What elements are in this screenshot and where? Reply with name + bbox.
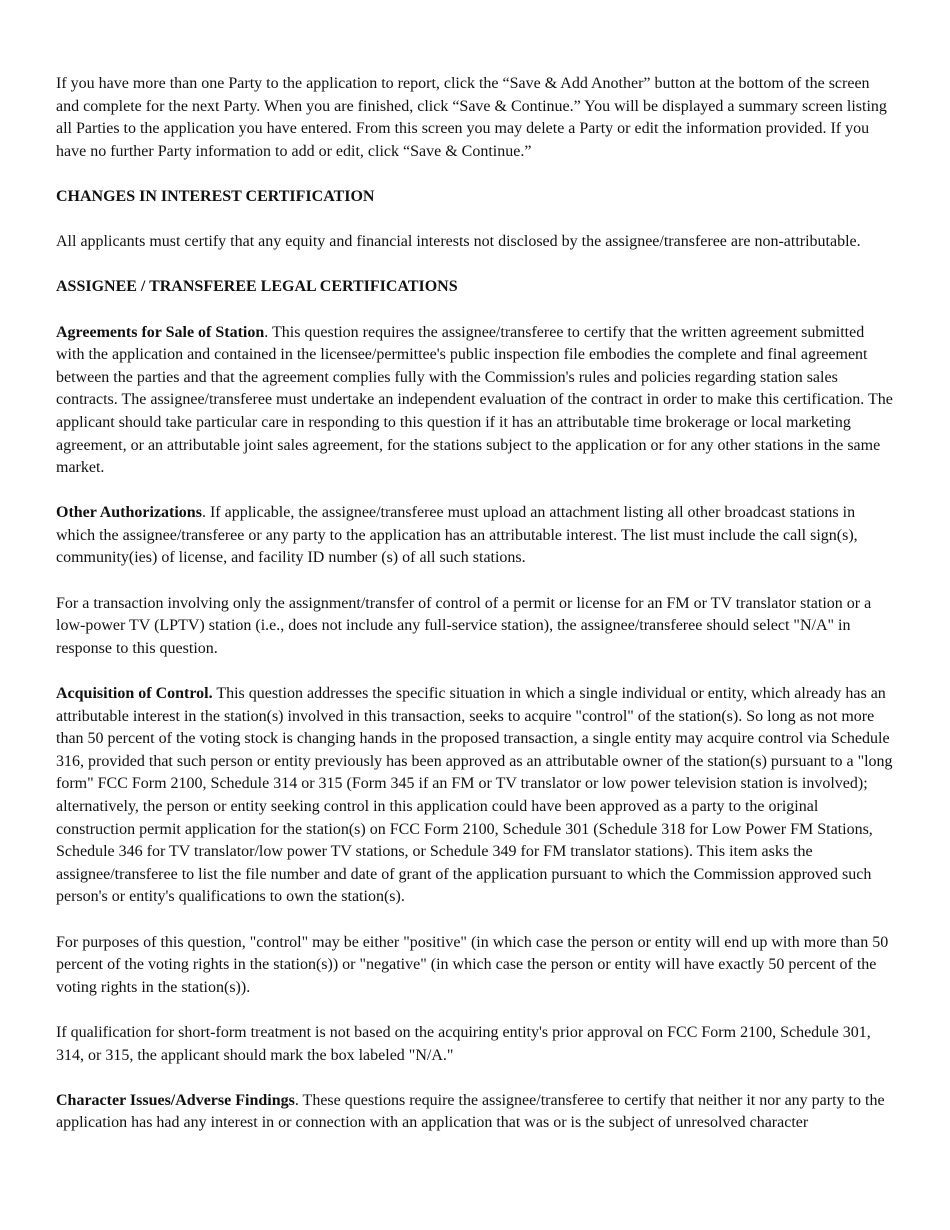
agreements-text: . This question requires the assignee/transferee to certify that the written agreement submitted with the application and contained in the licensee/permittee's public inspection file embodies the complete and final agreement between the parties and that the agreement complies fully with the Commission's rules and policies regarding station sales contracts. The assignee/transferee must undertake an independent evaluation of the contract in order to make this certification. The applicant should take particular care in responding to this question if it has an attributable time brokerage or local marketing agreement, or an attributable joint sales agreement, for the stations subject to the application or for any other stations in the same market. <box>56 323 893 477</box>
changes-in-interest-heading: CHANGES IN INTEREST CERTIFICATION <box>56 187 375 205</box>
document-page <box>56 73 894 1158</box>
changes-in-interest-paragraph: All applicants must certify that any equity and financial interests not disclosed by the assignee/transferee are non-attributable. <box>56 233 861 251</box>
acquisition-term: Acquisition of Control. <box>56 685 213 703</box>
other-authorizations-text: . If applicable, the assignee/transferee must upload an attachment listing all other broadcast stations in which the assignee/transferee or any party to the application has an attributable interest. The list must include the call sign(s), community(ies) of license, and facility ID number (s) of all such stations. <box>56 504 858 567</box>
acquisition-paragraph <box>56 683 894 909</box>
qualification-paragraph: If qualification for short-form treatment is not based on the acquiring entity's prior approval on FCC Form 2100, Schedule 301, 314, or 315, the applicant should mark the box labeled "N/A." <box>56 1023 871 1064</box>
acquisition-text: This question addresses the specific situation in which a single individual or entity, which already has an attributable interest in the station(s) involved in this transaction, seeks to acquire "control" of the station(s). So long as not more than 50 percent of the voting stock is changing hands in the proposed transaction, a single entity may acquire control via Schedule 316, provided that such person or entity previously has been approved as an attributable owner of the station(s) pursuant to a "long form" FCC Form 2100, Schedule 314 or 315 (Form 345 if an FM or TV translator or low power television station is involved); alternatively, the person or entity seeking control in this application could have been approved as a party to the original construction permit application for the station(s) on FCC Form 2100, Schedule 301 (Schedule 318 for Low Power FM Stations, Schedule 346 for TV translator/low power TV stations, or Schedule 349 for FM translator stations). This item asks the assignee/transferee to list the file number and date of grant of the application pursuant to which the Commission approved such person's or entity's qualifications to own the station(s). <box>56 685 893 906</box>
translator-paragraph: For a transaction involving only the assignment/transfer of control of a permit or license for an FM or TV translator station or a low-power TV (LPTV) station (i.e., does not include any full-service station), the assignee/transferee should select "N/A" in response to this question. <box>56 594 872 657</box>
intro-paragraph: If you have more than one Party to the application to report, click the “Save & Add Another” button at the bottom of the screen and complete for the next Party. When you are finished, click “Save & Continue.” You will be displayed a summary screen listing all Parties to the application you have entered. From this screen you may delete a Party or edit the information provided. If you have no further Party information to add or edit, click “Save & Continue.” <box>56 75 887 160</box>
other-authorizations-term: Other Authorizations <box>56 504 202 522</box>
character-issues-text: . These questions require the assignee/transferee to certify that neither it nor any party to the application has had any interest in or connection with an application that was or is the subject of unresolved character <box>56 1091 885 1132</box>
agreements-paragraph <box>56 322 894 480</box>
agreements-term: Agreements for Sale of Station <box>56 323 265 341</box>
character-issues-paragraph <box>56 1090 894 1135</box>
character-issues-term: Character Issues/Adverse Findings <box>56 1091 295 1109</box>
legal-certifications-heading: ASSIGNEE / TRANSFEREE LEGAL CERTIFICATIONS <box>56 278 458 296</box>
control-definition-paragraph: For purposes of this question, "control" may be either "positive" (in which case the person or entity will end up with more than 50 percent of the voting rights in the station(s)) or "negative" (in which case the person or entity will have exactly 50 percent of the voting rights in the station(s)). <box>56 933 889 996</box>
other-authorizations-paragraph <box>56 502 894 570</box>
